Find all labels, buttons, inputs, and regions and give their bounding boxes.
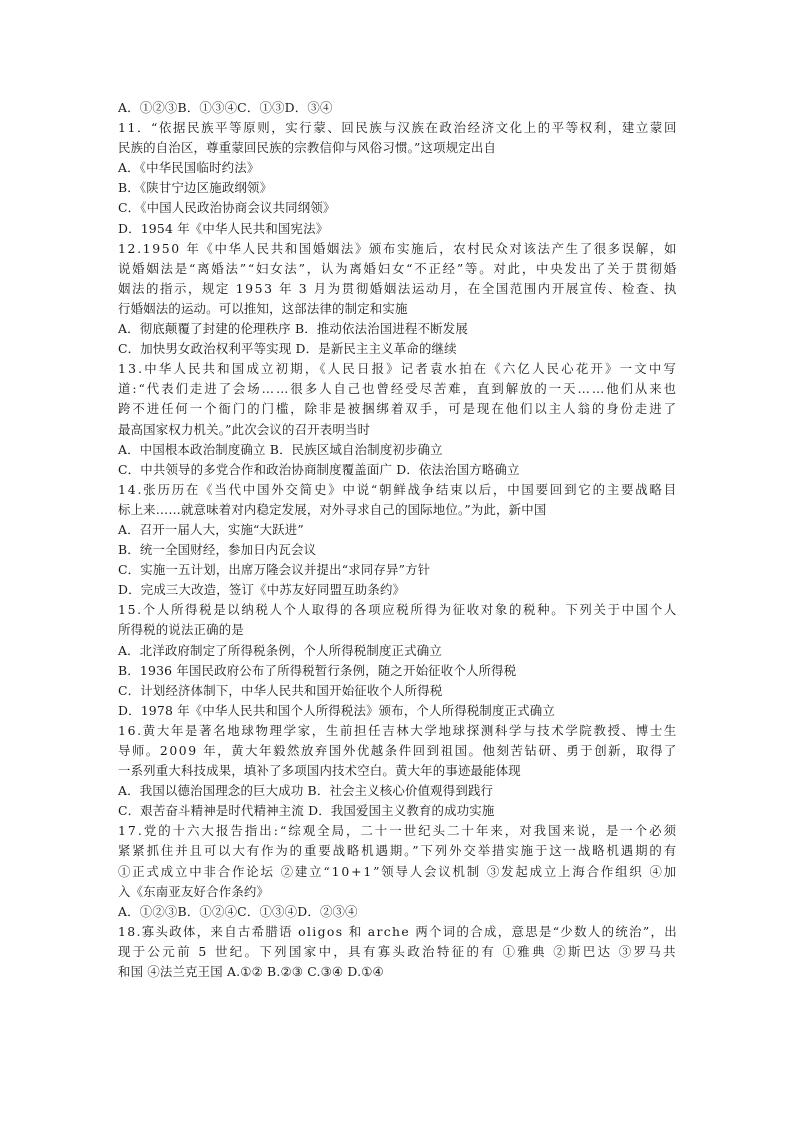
text-line <box>118 540 678 560</box>
text-line <box>118 902 678 922</box>
text-line <box>118 560 678 580</box>
text-line <box>118 299 678 319</box>
text-line-content: 导师。2009 年，黄大年毅然放弃国外优越条件回到祖国。他刻苦钻研、勇于创新，取得了 <box>118 743 678 758</box>
text-line <box>118 781 678 801</box>
text-line-content: D．1978 年《中华人民共和国个人所得税法》颁布，个人所得税制度正式确立 <box>118 702 555 718</box>
text-line-content: B．《陕甘宁边区施政纲领》 <box>118 180 273 196</box>
document-page <box>118 98 678 982</box>
text-line-content: 民族的自治区，尊重蒙回民族的宗教信仰与风俗习惯。”这项规定出自 <box>118 140 497 156</box>
text-line-content: D．1954 年《中华人民共和国宪法》 <box>118 220 329 236</box>
text-line <box>118 480 678 500</box>
text-line <box>118 440 678 460</box>
text-line-content: 12.1950 年《中华人民共和国婚姻法》颁布实施后，农村民众对该法产生了很多误解，如 <box>118 240 679 256</box>
text-line <box>118 862 678 882</box>
text-line-content: A．北洋政府制定了所得税条例，个人所得税制度正式确立 <box>118 642 442 658</box>
text-line <box>118 359 678 379</box>
text-line <box>118 420 678 440</box>
text-line <box>118 339 678 359</box>
text-line <box>118 178 678 198</box>
text-line <box>118 701 678 721</box>
text-line <box>118 158 678 178</box>
text-line-content: 17.党的十六大报告指出:“综观全局，二十一世纪头二十年来，对我国来说，是一个必须 <box>118 823 678 839</box>
text-line <box>118 600 678 620</box>
text-line-content: 紧紧抓住并且可以大有作为的重要战略机遇期。”下列外交举措实施于这一战略机遇期的有 <box>118 843 679 859</box>
text-line-content: 最高国家权力机关。”此次会议的召开表明当时 <box>118 421 371 437</box>
text-line <box>118 681 678 701</box>
text-line-content: A．中国根本政治制度确立 B．民族区域自治制度初步确立 <box>118 441 443 457</box>
text-line-content: C．实施一五计划，出席万隆会议并提出“求同存异”方针 <box>118 562 431 578</box>
text-line-content: D．完成三大改造，签订《中苏友好同盟互助条约》 <box>118 582 406 598</box>
text-line <box>118 882 678 902</box>
text-line <box>118 620 678 640</box>
text-line-content: B．1936 年国民政府公布了所得税暂行条例，随之开始征收个人所得税 <box>118 662 517 678</box>
text-line-content: ①正式成立中非合作论坛 ②建立“10+1”领导人会议机制 ③发起成立上海合作组织 ④加 <box>118 863 678 879</box>
text-line-content: 一系列重大科技成果，填补了多项国内技术空白。黄大年的事迹最能体现 <box>118 763 521 779</box>
text-line <box>118 962 678 982</box>
text-line-content: C．艰苦奋斗精神是时代精神主流 D．我国爱国主义教育的成功实施 <box>118 803 495 819</box>
text-line-content: 11．“依据民族平等原则，实行蒙、回民族与汉族在政治经济文化上的平等权利，建立蒙回 <box>118 120 678 136</box>
text-line <box>118 801 678 821</box>
text-line-content: 和国 ④法兰克王国 A.①② B.②③ C.③④ D.①④ <box>118 964 384 980</box>
text-line <box>118 721 678 741</box>
text-line <box>118 98 678 118</box>
text-line <box>118 279 678 299</box>
text-line-content: 现于公元前 5 世纪。下列国家中，具有寡头政治特征的有 ①雅典 ②斯巴达 ③罗马共 <box>118 943 678 959</box>
text-line <box>118 821 678 841</box>
text-line <box>118 741 678 761</box>
text-line-content: C．加快男女政治权利平等实现 D．是新民主主义革命的继续 <box>118 341 457 357</box>
text-line-content: 行婚姻法的运动。可以推知，这部法律的制定和实施 <box>118 300 408 316</box>
text-line <box>118 379 678 399</box>
text-line <box>118 580 678 600</box>
text-line <box>118 761 678 781</box>
text-line-content: 18.寡头政体，来自古希腊语 oligos 和 arche 两个词的合成，意思是“少数人的统治”，出 <box>118 923 678 939</box>
text-line-content: 跨不进任何一个衙门的门槛，除非是被捆绑着双手，可是现在他们以主人翁的身份走进了 <box>118 401 678 417</box>
text-line <box>118 500 678 520</box>
text-line <box>118 319 678 339</box>
text-line <box>118 118 678 138</box>
text-line <box>118 641 678 661</box>
text-line <box>118 219 678 239</box>
text-line-content: 标上来……就意味着对内稳定发展，对外寻求自己的国际地位。”为此，新中国 <box>118 501 547 517</box>
text-line-content: A．①②③B．①③④C．①③D．③④ <box>118 100 333 115</box>
text-line <box>118 460 678 480</box>
text-line <box>118 239 678 259</box>
text-line-content: A．彻底颠覆了封建的伦理秩序 B．推动依法治国进程不断发展 <box>118 321 468 337</box>
text-line-content: A．召开一届人大，实施“大跃进” <box>118 521 304 537</box>
text-line-content: 15.个人所得税是以纳税人个人取得的各项应税所得为征收对象的税种。下列关于中国个人 <box>118 602 679 618</box>
text-line <box>118 922 678 942</box>
text-line <box>118 841 678 861</box>
text-line-content: C．中共领导的多党合作和政治协商制度覆盖面广 D．依法治国方略确立 <box>118 461 520 477</box>
text-line-content: A．我国以德治国理念的巨大成功 B．社会主义核心价值观得到践行 <box>118 783 494 799</box>
text-line <box>118 399 678 419</box>
text-line <box>118 942 678 962</box>
text-line-content: A．①②③B．①②④C．①③④D．②③④ <box>118 903 358 919</box>
text-line-content: 所得税的说法正确的是 <box>118 622 244 638</box>
text-line-content: 道:“代表们走进了会场……很多人自己也曾经受尽苦难，直到解放的一天……他们从来也 <box>118 381 678 397</box>
text-line-content: 14.张历历在《当代中国外交简史》中说“朝鲜战争结束以后，中国要回到它的主要战略目 <box>118 481 678 497</box>
text-line-content: 说婚姻法是“离婚法”“妇女法”，认为离婚妇女“不正经”等。对此，中央发出了关于贯彻婚 <box>118 260 679 276</box>
text-line-content: 姻法的指示，规定 1953 年 3 月为贯彻婚姻法运动月，在全国范围内开展宣传、检查、执 <box>118 280 678 296</box>
text-line <box>118 138 678 158</box>
text-line-content: 入《东南亚友好合作条约》 <box>118 883 270 899</box>
text-line <box>118 661 678 681</box>
text-line-content: 13.中华人民共和国成立初期，《人民日报》记者袁水拍在《六亿人民心花开》一文中写 <box>118 361 678 377</box>
text-line-content: A．《中华民国临时约法》 <box>118 160 260 176</box>
text-line-content: B．统一全国财经，参加日内瓦会议 <box>118 542 317 558</box>
text-line-content: C．《中国人民政治协商会议共同纲领》 <box>118 200 336 216</box>
text-line-content: 16.黄大年是著名地球物理学家，生前担任吉林大学地球探测科学与技术学院教授、博士生 <box>118 722 679 738</box>
text-line-content: C．计划经济体制下，中华人民共和国开始征收个人所得税 <box>118 682 443 698</box>
text-line <box>118 520 678 540</box>
text-line <box>118 198 678 218</box>
text-line <box>118 259 678 279</box>
